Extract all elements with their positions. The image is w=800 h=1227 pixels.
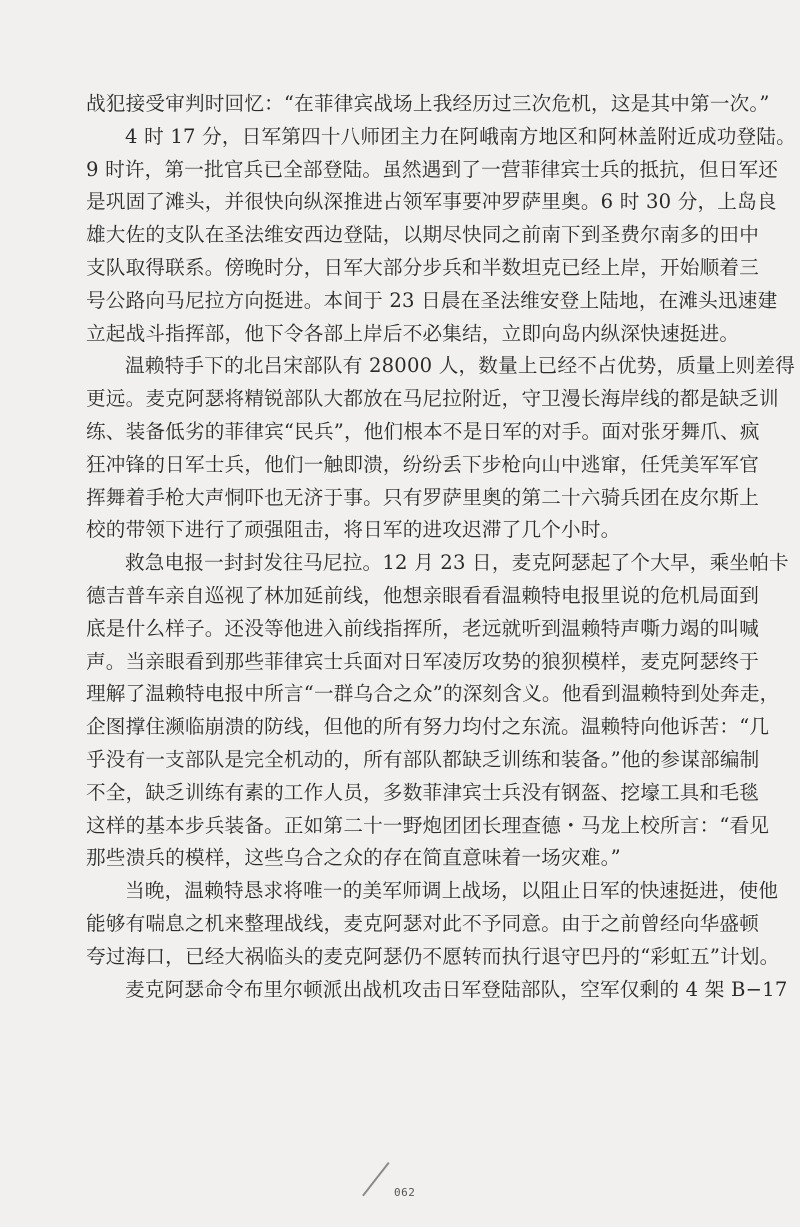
text-line: 声。当亲眼看到那些菲律宾士兵面对日军凌厉攻势的狼狈模样，麦克阿瑟终于	[86, 649, 759, 673]
text-line: 企图撑住濒临崩溃的防线，但他的所有努力均付之东流。温赖特向他诉苦：“几	[86, 715, 770, 739]
text-line: 温赖特手下的北吕宋部队有 28000 人，数量上已经不占优势，质量上则差得	[125, 354, 795, 378]
text-line: 雄大佐的支队在圣法维安西边登陆，以期尽快同之前南下到圣费尔南多的田中	[86, 223, 759, 247]
text-line: 这样的基本步兵装备。正如第二十一野炮团团长理查德・马龙上校所言：“看见	[86, 813, 770, 837]
text-line: 挥舞着手枪大声恫吓也无济于事。只有罗萨里奥的第二十六骑兵团在皮尔斯上	[86, 485, 759, 509]
text-line: 麦克阿瑟命令布里尔顿派出战机攻击日军登陆部队，空军仅剩的 4 架 B−17	[125, 977, 788, 1001]
page-number-slash-decoration	[362, 1162, 389, 1196]
text-line: 号公路向马尼拉方向挺进。本间于 23 日晨在圣法维安登上陆地，在滩头迅速建	[86, 288, 778, 312]
text-line: 理解了温赖特电报中所言“一群乌合之众”的深刻含义。他看到温赖特到处奔走，	[86, 682, 780, 706]
page-number: 062	[394, 1186, 416, 1199]
text-line: 是巩固了滩头，并很快向纵深推进占领军事要冲罗萨里奥。6 时 30 分，上岛良	[86, 190, 777, 214]
page-footer	[360, 1160, 440, 1210]
text-line: 当晚，温赖特恳求将唯一的美军师调上战场，以阻止日军的快速挺进，使他	[125, 879, 779, 903]
text-line: 乎没有一支部队是完全机动的，所有部队都缺乏训练和装备。”他的参谋部编制	[86, 747, 760, 771]
text-line: 更远。麦克阿瑟将精锐部队大都放在马尼拉附近，守卫漫长海岸线的都是缺乏训	[86, 387, 779, 411]
text-line: 德吉普车亲自巡视了林加延前线，他想亲眼看看温赖特电报里说的危机局面到	[86, 583, 759, 607]
text-line: 狂冲锋的日军士兵，他们一触即溃，纷纷丢下步枪向山中逃窜，任凭美军军官	[86, 452, 759, 476]
text-line: 立起战斗指挥部，他下令各部上岸后不必集结，立即向岛内纵深快速挺进。	[86, 321, 740, 345]
text-line: 底是什么样子。还没等他进入前线指挥所，老远就听到温赖特声嘶力竭的叫喊	[86, 616, 759, 640]
text-line: 救急电报一封封发往马尼拉。12 月 23 日，麦克阿瑟起了个大早，乘坐帕卡	[125, 551, 789, 575]
text-line: 4 时 17 分，日军第四十八师团主力在阿峨南方地区和阿林盖附近成功登陆。	[125, 124, 796, 148]
text-line: 能够有喘息之机来整理战线，麦克阿瑟对此不予同意。由于之前曾经向华盛顿	[86, 911, 759, 935]
text-line: 夸过海口，已经大祸临头的麦克阿瑟仍不愿转而执行退守巴丹的“彩虹五”计划。	[86, 944, 780, 968]
text-line: 那些溃兵的模样，这些乌合之众的存在简直意味着一场灾难。”	[86, 846, 621, 870]
text-line: 战犯接受审判时回忆：“在菲律宾战场上我经历过三次危机，这是其中第一次。”	[86, 92, 770, 115]
text-line: 练、装备低劣的菲律宾“民兵”，他们根本不是日军的对手。面对张牙舞爪、疯	[86, 419, 760, 443]
text-line: 校的带领下进行了顽强阻击，将日军的进攻迟滞了几个小时。	[86, 518, 621, 542]
text-line: 不全，缺乏训练有素的工作人员，多数菲津宾士兵没有钢盔、挖壕工具和毛毯	[86, 780, 759, 804]
page-body-text	[86, 88, 796, 1006]
text-line: 9 时许，第一批官兵已全部登陆。虽然遇到了一营菲律宾士兵的抵抗，但日军还	[86, 157, 779, 181]
text-line: 支队取得联系。傍晚时分，日军大部分步兵和半数坦克已经上岸，开始顺着三	[86, 255, 759, 279]
